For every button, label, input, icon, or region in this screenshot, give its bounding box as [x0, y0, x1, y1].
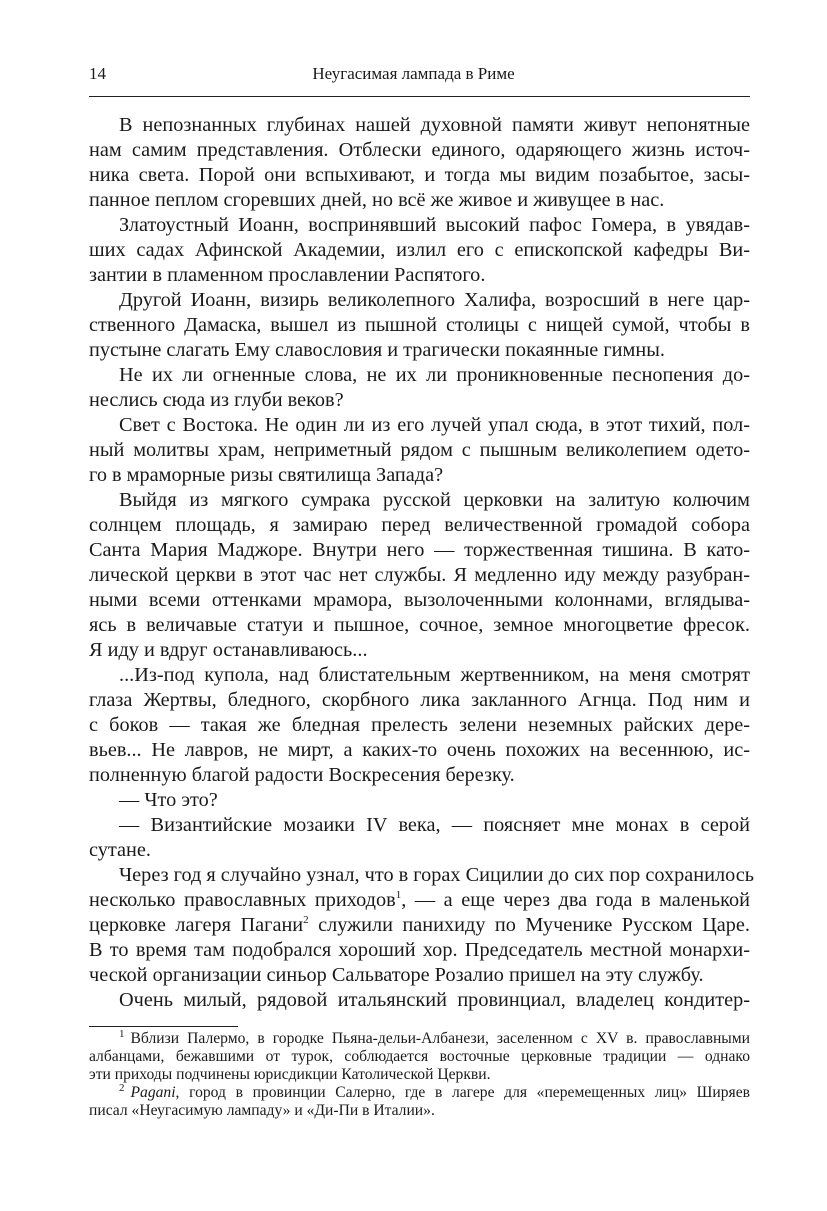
text-line — [89, 888, 750, 913]
text-line: нам самим представления. Отблески единого, одаряющего жизнь источ- — [89, 139, 750, 161]
text-line: ...Из-под купола, над блистательным жертвенником, на меня смотрят — [119, 664, 750, 686]
text-line: Не их ли огненные слова, не их ли проникновенные песнопения до- — [119, 364, 750, 386]
text-line: ный молитвы храм, неприметный рядом с пышным великолепием одето- — [89, 439, 750, 461]
text-line: с боков — такая же бледная прелесть зелени неземных райских дере- — [89, 714, 750, 736]
text-line: — Византийские мозаики IV века, — поясняет мне монах в серой — [119, 814, 750, 836]
footnote-mark: 2 — [119, 1081, 125, 1094]
text-line: лической церкви в этот час нет службы. Я медленно иду между разубран- — [89, 564, 750, 586]
text-line: ческой организации синьор Сальваторе Розалио пришел на эту службу. — [89, 964, 704, 986]
text-line: солнцем площадь, я замираю перед величественной громадой собора — [89, 514, 750, 536]
text-line: сутане. — [89, 839, 151, 861]
text-line: Я иду и вдруг останавливаюсь... — [89, 639, 368, 661]
text-line: В непознанных глубинах нашей духовной памяти живут непонятные — [119, 114, 750, 136]
footnote-line: писал «Неугасимую лампаду» и «Ди-Пи в Италии». — [89, 1102, 435, 1119]
footnote-text: , город в провинции Салерно, где в лагере для «перемещенных лиц» Ширяев — [175, 1084, 750, 1101]
text-line: Санта Мария Маджоре. Внутри него — торжественная тишина. В като- — [89, 539, 750, 561]
text-line: ственного Дамаска, вышел из пышной столицы с нищей сумой, чтобы в — [89, 314, 750, 336]
footnote-ref-1[interactable]: 1 — [395, 889, 402, 902]
text-line: Очень милый, рядовой итальянский провинциал, владелец кондитер- — [119, 989, 750, 1011]
text-fragment: , — а еще через два года в маленькой — [401, 889, 750, 911]
running-title: Неугасимая лампада в Риме — [312, 64, 515, 83]
page-number: 14 — [89, 64, 106, 83]
text-line: ными всеми оттенками мрамора, вызолоченными колоннами, вглядыва- — [89, 589, 750, 611]
footnote-ref-2[interactable]: 2 — [303, 914, 309, 927]
text-line: панное пеплом сгоревших дней, но всё же живое и живущее в нас. — [89, 189, 665, 211]
footnote-2 — [89, 1081, 750, 1102]
footnote-1 — [89, 1027, 750, 1048]
text-line: зантии в пламенном прославлении Распятого. — [89, 264, 486, 286]
text-line: Свет с Востока. Не один ли из его лучей упал сюда, в этот тихий, пол- — [119, 414, 750, 436]
text-fragment: церковке лагеря Пагани — [89, 914, 304, 936]
footnote-text: Вблизи Палермо, в городке Пьяна-дельи-Албанези, заселенном с XV в. православными — [130, 1030, 750, 1047]
footnote-rule — [89, 1026, 238, 1027]
footnote-italic: Pagani — [130, 1084, 176, 1101]
header-rule — [89, 96, 750, 97]
text-line: — Что это? — [119, 789, 218, 811]
footnote-mark: 1 — [119, 1027, 125, 1040]
text-line: вьев... Не лавров, не мирт, а каких-то очень похожих на весеннюю, ис- — [89, 739, 750, 761]
text-line: ника света. Порой они вспыхивают, и тогда мы видим позабытое, засы- — [89, 164, 750, 186]
text-line — [89, 913, 750, 938]
text-line: Через год я случайно узнал, что в горах Сицилии до сих пор сохранилось — [119, 864, 755, 886]
text-line: глаза Жертвы, бледного, скорбного лика закланного Агнца. Под ним и — [89, 689, 750, 711]
text-line: Выйдя из мягкого сумрака русской церковки на залитую колючим — [119, 489, 750, 511]
body-text — [89, 113, 755, 1013]
text-line: Другой Иоанн, визирь великолепного Халифа, возросший в неге цар- — [119, 289, 750, 311]
text-line: го в мраморные ризы святилища Запада? — [89, 464, 444, 486]
text-fragment: несколько православных приходов — [89, 889, 396, 911]
footnote-line: эти приходы подчинены юрисдикции Католической Церкви. — [89, 1066, 491, 1083]
text-line: ясь в величавые статуи и пышное, сочное, земное многоцветие фресок. — [89, 614, 750, 636]
footnote-line: албанцами, бежавшими от турок, соблюдается восточные церковные традиции — однако — [89, 1048, 750, 1065]
text-line: полненную благой радости Воскресения березку. — [89, 764, 515, 786]
text-line: пустыне слагать Ему славословия и трагически покаянные гимны. — [89, 339, 665, 361]
text-fragment: служили панихиду по Мученике Русском Царе. — [308, 914, 750, 936]
text-line: Златоустный Иоанн, воспринявший высокий пафос Гомера, в увядав- — [119, 214, 750, 236]
text-line: В то время там подобрался хороший хор. Председатель местной монархи- — [89, 939, 750, 961]
text-line: ших садах Афинской Академии, излил его с епископской кафедры Ви- — [89, 239, 750, 261]
text-line: неслись сюда из глуби веков? — [89, 389, 344, 411]
footnotes — [89, 1027, 750, 1120]
